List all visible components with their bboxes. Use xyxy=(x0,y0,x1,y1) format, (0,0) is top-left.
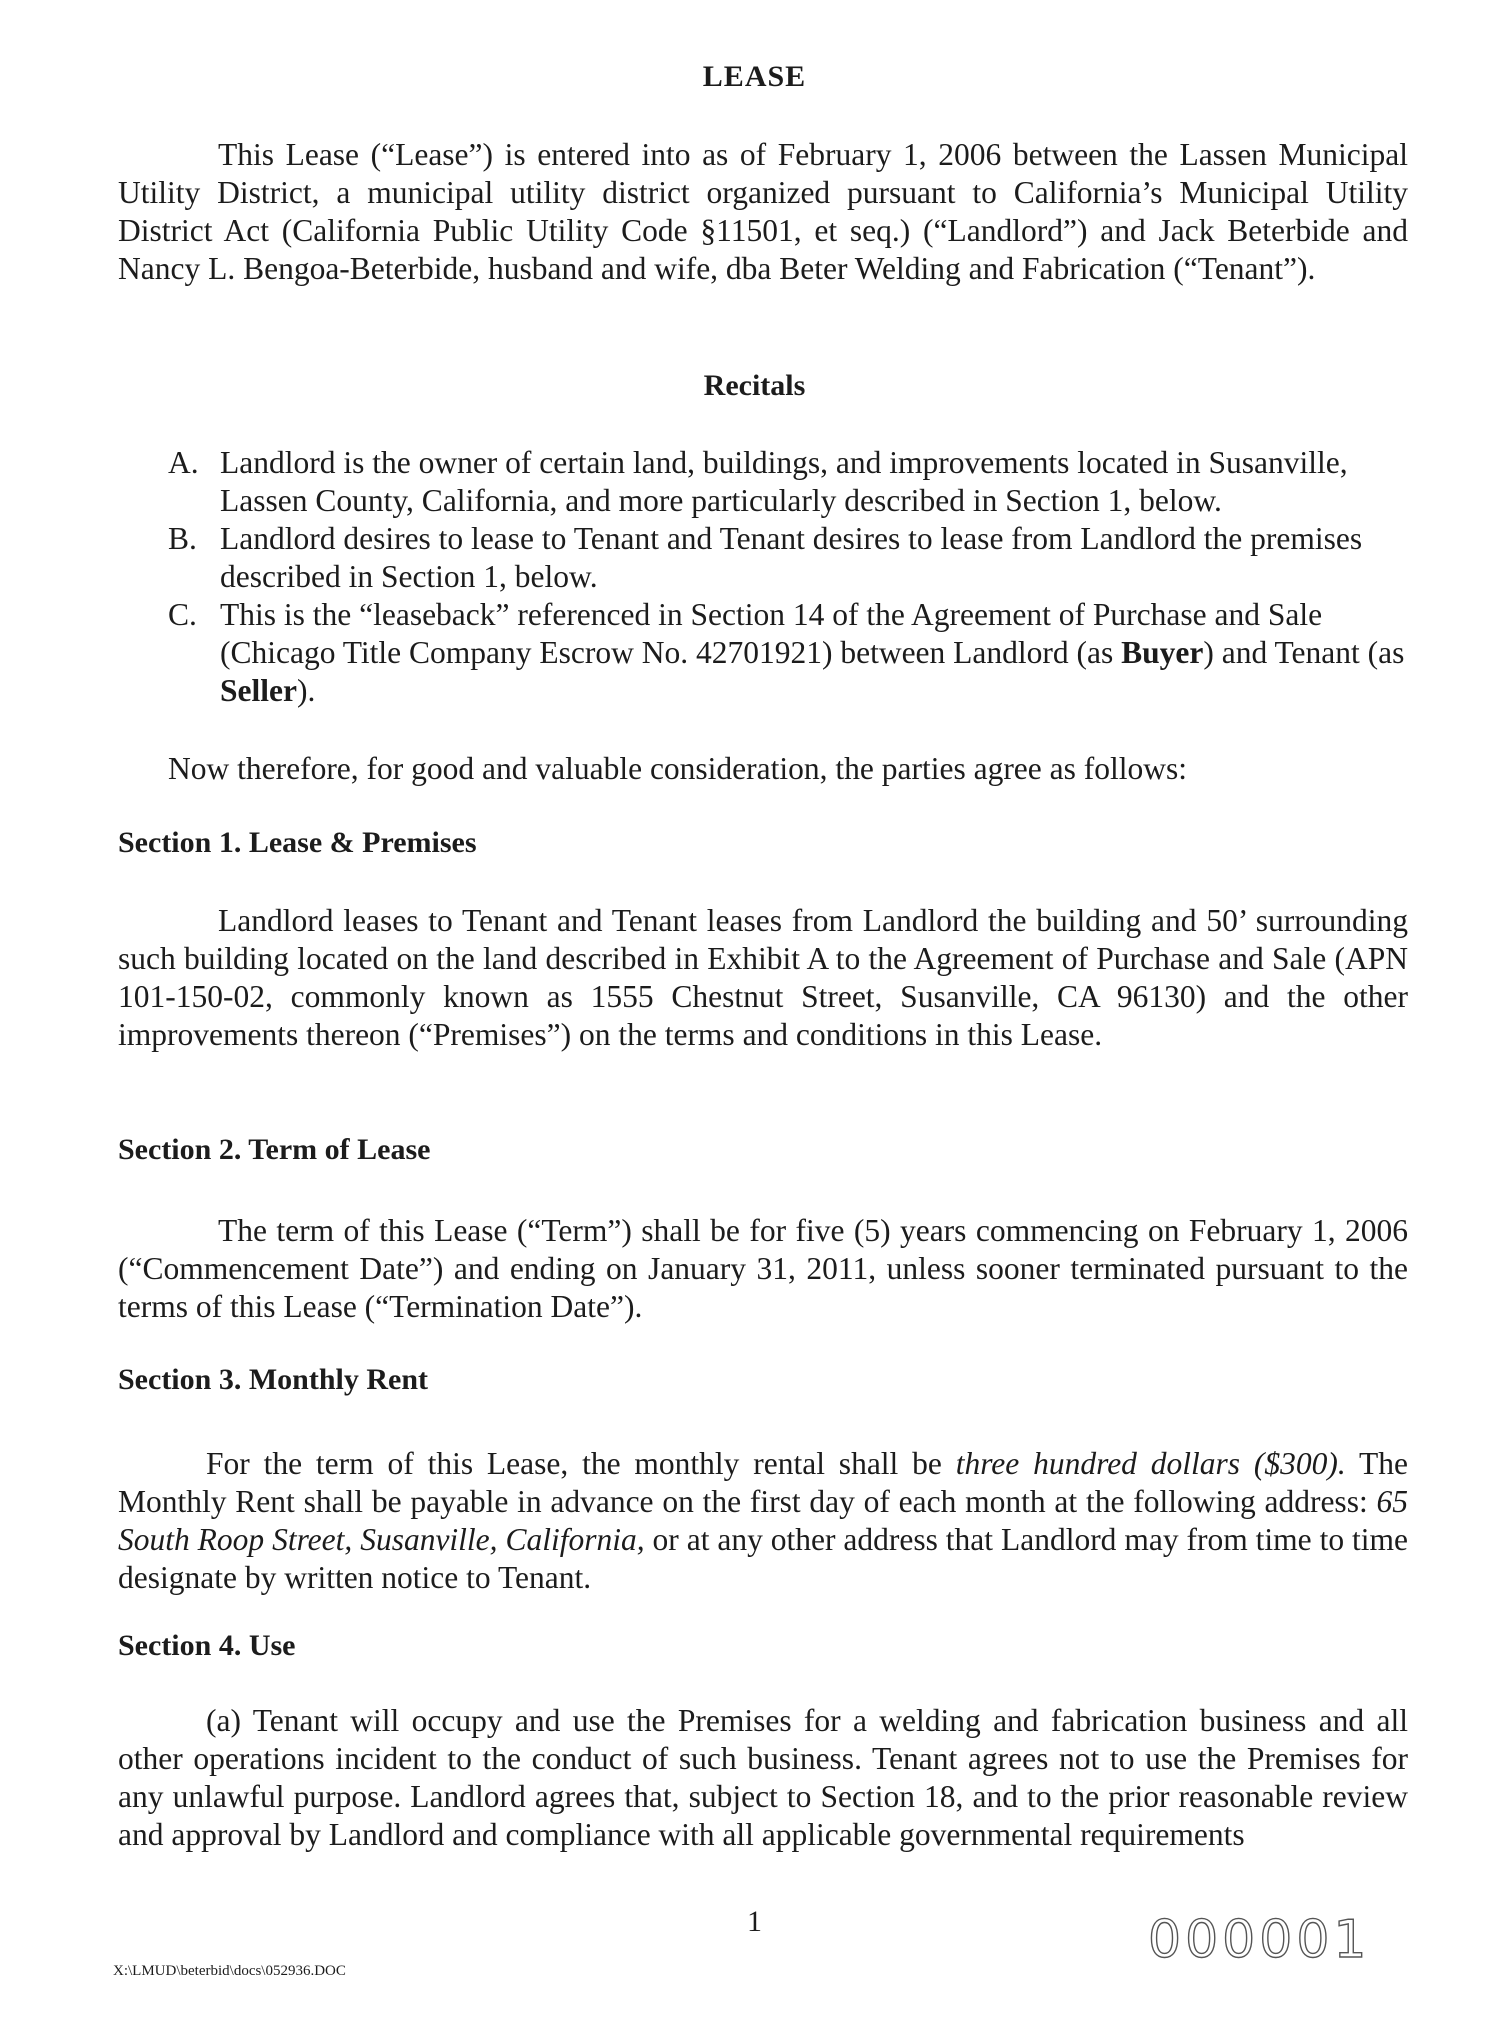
rent-amount: three hundred dollars ($300). xyxy=(955,1446,1346,1481)
recital-letter: B. xyxy=(168,521,197,556)
recital-text-part: This is the “leaseback” referenced in Section 14 of the Agreement of Purchase and Sale (Chicago Title Company Escrow No. 42701921) between Landlord (as xyxy=(220,597,1323,670)
recital-letter: C. xyxy=(168,597,197,632)
intro-paragraph: This Lease (“Lease”) is entered into as of February 1, 2006 between the Lassen Municipal Utility District, a municipal utility district organized pursuant to California’s Municipal Utility District Act (California Public Utility Code §11501, et seq.) (“Landlord”) and Jack Beterbide and Nancy L. Bengoa-Beterbide, husband and wife, dba Beter Welding and Fabrication (“Tenant”). xyxy=(118,137,1408,286)
section-2-heading: Section 2. Term of Lease xyxy=(118,1133,431,1166)
recital-text xyxy=(220,596,1408,710)
recital-text: Landlord is the owner of certain land, buildings, and improvements located in Susanville, Lassen County, California, and more particularly described in Section 1, below. xyxy=(220,445,1348,518)
recitals-heading: Recitals xyxy=(703,369,806,402)
section-2-paragraph: The term of this Lease (“Term”) shall be for five (5) years commencing on February 1, 2006 (“Commencement Date”) and ending on January 31, 2011, unless sooner terminated pursuant to the terms of this Lease (“Termination Date”). xyxy=(118,1213,1408,1324)
section-3-text-part: For the term of this Lease, the monthly rental shall be xyxy=(206,1446,956,1481)
file-path: X:\LMUD\beterbid\docs\052936.DOC xyxy=(113,1963,346,1979)
recital-item xyxy=(168,444,1408,520)
section-4-paragraph: (a) Tenant will occupy and use the Premises for a welding and fabrication business and all other operations incident to the conduct of such business. Tenant agrees not to use the Premises for any unlawful purpose. Landlord agrees that, subject to Section 18, and to the prior reasonable review and approval by Landlord and compliance with all applicable governmental requirements xyxy=(118,1703,1408,1852)
section-1-paragraph: Landlord leases to Tenant and Tenant leases from Landlord the building and 50’ surrounding such building located on the land described in Exhibit A to the Agreement of Purchase and Sale (APN 101-150-02, commonly known as 1555 Chestnut Street, Susanville, CA 96130) and the other improvements thereon (“Premises”) on the terms and conditions in this Lease. xyxy=(118,903,1408,1052)
section-4-heading: Section 4. Use xyxy=(118,1629,296,1662)
document-title: LEASE xyxy=(702,60,807,93)
section-3-heading: Section 3. Monthly Rent xyxy=(118,1363,428,1396)
recital-text: Landlord desires to lease to Tenant and Tenant desires to lease from Landlord the premises described in Section 1, below. xyxy=(220,521,1363,594)
recital-text-part: ). xyxy=(296,673,316,708)
buyer-bold-term: Buyer xyxy=(1121,635,1204,670)
recital-item xyxy=(168,520,1408,596)
page-number: 1 xyxy=(747,1905,762,1938)
recital-item xyxy=(168,596,1408,710)
recital-text-part: ) and Tenant (as xyxy=(1203,635,1405,670)
section-3-paragraph xyxy=(118,1445,1408,1597)
section-1-heading: Section 1. Lease & Premises xyxy=(118,826,477,859)
section-3-text-part: or at any other address that Landlord may from time to time designate by written notice to Tenant. xyxy=(118,1522,1408,1595)
bates-number-stamp: 000001 xyxy=(1148,1910,1371,1970)
rent-address: 65 South Roop Street, Susanville, California, xyxy=(118,1484,1408,1557)
recital-letter: A. xyxy=(168,445,199,480)
section-3-text-part: The Monthly Rent shall be payable in advance on the first day of each month at the following address: xyxy=(118,1446,1408,1519)
now-therefore-paragraph: Now therefore, for good and valuable consideration, the parties agree as follows: xyxy=(168,751,1188,786)
seller-bold-term: Seller xyxy=(220,673,297,708)
recitals-list xyxy=(168,444,1408,710)
